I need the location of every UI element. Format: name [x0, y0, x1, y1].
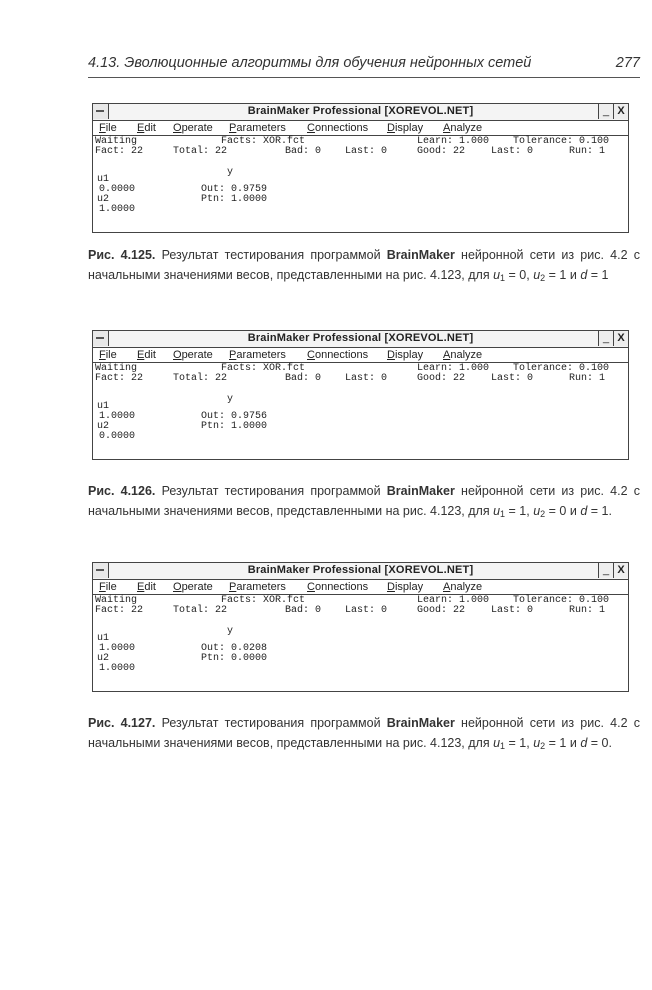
menu-edit[interactable]: Edit — [137, 122, 156, 134]
figure-number: Рис. 4.126. — [88, 484, 156, 498]
y-label: y — [227, 167, 234, 178]
y-label: y — [227, 626, 234, 637]
menu-parameters[interactable]: Parameters — [229, 122, 286, 134]
close-button[interactable]: X — [613, 563, 628, 578]
page-number: 277 — [615, 55, 640, 71]
menu-parameters[interactable]: Parameters — [229, 581, 286, 593]
title-bar[interactable] — [93, 331, 628, 348]
total-count: Total: 22 — [173, 605, 228, 616]
learn-rate: Learn: 1.000 — [417, 363, 490, 374]
learn-rate: Learn: 1.000 — [417, 595, 490, 606]
u1-label: u1 — [97, 174, 110, 185]
menu-file[interactable]: File — [99, 349, 117, 361]
last-bad: Last: 0 — [345, 605, 388, 616]
facts-file: Facts: XOR.fct — [221, 136, 306, 147]
menu-display[interactable]: Display — [387, 349, 424, 361]
network-display — [93, 363, 628, 442]
total-count: Total: 22 — [173, 146, 228, 157]
facts-file: Facts: XOR.fct — [221, 363, 306, 374]
last-good: Last: 0 — [491, 146, 534, 157]
last-bad: Last: 0 — [345, 146, 388, 157]
u2-label: u2 — [97, 653, 110, 664]
network-display — [93, 595, 628, 674]
last-good: Last: 0 — [491, 605, 534, 616]
menu-operate[interactable]: Operate — [173, 581, 213, 593]
chapter-title: 4.13. Эволюционные алгоритмы для обучения нейронных сетей — [88, 55, 532, 71]
window-title: BrainMaker Professional [XOREVOL.NET] — [247, 332, 474, 344]
figure-caption-4-125: Рис. 4.125. Результат тестирования программой BrainMaker нейронной сети из рис. 4.2 с начальными значениями весов, представленными на рис. 4.123, для $u_1 = 0$, $u_2 = 1$ и d = 1 — [88, 248, 640, 283]
minimize-button[interactable]: _ — [598, 563, 613, 578]
header-rule — [88, 77, 640, 78]
brainmaker-window-3 — [92, 562, 629, 692]
menu-connections[interactable]: Connections — [307, 581, 369, 593]
figure-number: Рис. 4.127. — [88, 716, 156, 730]
brainmaker-window-2 — [92, 330, 629, 460]
program-name: BrainMaker — [386, 248, 455, 262]
output-value: Out: 0.9756 — [201, 411, 268, 422]
pattern-value: Ptn: 1.0000 — [201, 421, 268, 432]
output-value: Out: 0.0208 — [201, 643, 268, 654]
bad-count: Bad: 0 — [285, 373, 322, 384]
menu-connections[interactable]: Connections — [307, 349, 369, 361]
u2-value: 0.0000 — [99, 431, 136, 442]
menu-analyze[interactable]: Analyze — [443, 349, 483, 361]
figure-caption-4-126: Рис. 4.126. Результат тестирования программой BrainMaker нейронной сети из рис. 4.2 с начальными значениями весов, представленными на рис. 4.123, для $u_1 = 1$, $u_2 = 0$ и d = 1. — [88, 484, 640, 519]
title-bar[interactable] — [93, 104, 628, 121]
tolerance: Tolerance: 0.100 — [513, 363, 610, 374]
program-name: BrainMaker — [386, 716, 455, 730]
menu-bar — [93, 348, 628, 363]
status-state: Waiting — [95, 136, 138, 147]
menu-connections[interactable]: Connections — [307, 122, 369, 134]
menu-display[interactable]: Display — [387, 581, 424, 593]
minimize-button[interactable]: _ — [598, 331, 613, 346]
bad-count: Bad: 0 — [285, 146, 322, 157]
u2-value: 1.0000 — [99, 204, 136, 215]
last-bad: Last: 0 — [345, 373, 388, 384]
menu-parameters[interactable]: Parameters — [229, 349, 286, 361]
window-title: BrainMaker Professional [XOREVOL.NET] — [247, 564, 474, 576]
running-head — [88, 55, 640, 75]
fact-count: Fact: 22 — [95, 605, 144, 616]
pattern-value: Ptn: 0.0000 — [201, 653, 268, 664]
status-state: Waiting — [95, 363, 138, 374]
menu-edit[interactable]: Edit — [137, 581, 156, 593]
figure-number: Рис. 4.125. — [88, 248, 156, 262]
figure-caption-4-127: Рис. 4.127. Результат тестирования программой BrainMaker нейронной сети из рис. 4.2 с начальными значениями весов, представленными на рис. 4.123, для $u_1 = 1$, $u_2 = 1$ и d = 0. — [88, 716, 640, 751]
program-name: BrainMaker — [386, 484, 455, 498]
u1-value: 1.0000 — [99, 643, 136, 654]
menu-display[interactable]: Display — [387, 122, 424, 134]
network-display — [93, 136, 628, 215]
u1-value: 0.0000 — [99, 184, 136, 195]
menu-file[interactable]: File — [99, 122, 117, 134]
fact-count: Fact: 22 — [95, 146, 144, 157]
menu-bar — [93, 121, 628, 136]
u1-value: 1.0000 — [99, 411, 136, 422]
run-count: Run: 1 — [569, 373, 606, 384]
close-button[interactable]: X — [613, 104, 628, 119]
tolerance: Tolerance: 0.100 — [513, 136, 610, 147]
run-count: Run: 1 — [569, 605, 606, 616]
brainmaker-window-1 — [92, 103, 629, 233]
menu-file[interactable]: File — [99, 581, 117, 593]
minimize-button[interactable]: _ — [598, 104, 613, 119]
menu-edit[interactable]: Edit — [137, 349, 156, 361]
good-count: Good: 22 — [417, 373, 466, 384]
good-count: Good: 22 — [417, 146, 466, 157]
window-title: BrainMaker Professional [XOREVOL.NET] — [247, 105, 474, 117]
status-state: Waiting — [95, 595, 138, 606]
bad-count: Bad: 0 — [285, 605, 322, 616]
u1-label: u1 — [97, 401, 110, 412]
close-button[interactable]: X — [613, 331, 628, 346]
fact-count: Fact: 22 — [95, 373, 144, 384]
last-good: Last: 0 — [491, 373, 534, 384]
menu-bar — [93, 580, 628, 595]
pattern-value: Ptn: 1.0000 — [201, 194, 268, 205]
menu-analyze[interactable]: Analyze — [443, 581, 483, 593]
facts-file: Facts: XOR.fct — [221, 595, 306, 606]
title-bar[interactable] — [93, 563, 628, 580]
y-label: y — [227, 394, 234, 405]
learn-rate: Learn: 1.000 — [417, 136, 490, 147]
menu-analyze[interactable]: Analyze — [443, 122, 483, 134]
tolerance: Tolerance: 0.100 — [513, 595, 610, 606]
menu-operate[interactable]: Operate — [173, 349, 213, 361]
u2-label: u2 — [97, 194, 110, 205]
u2-label: u2 — [97, 421, 110, 432]
good-count: Good: 22 — [417, 605, 466, 616]
menu-operate[interactable]: Operate — [173, 122, 213, 134]
total-count: Total: 22 — [173, 373, 228, 384]
u1-label: u1 — [97, 633, 110, 644]
run-count: Run: 1 — [569, 146, 606, 157]
output-value: Out: 0.9759 — [201, 184, 268, 195]
u2-value: 1.0000 — [99, 663, 136, 674]
